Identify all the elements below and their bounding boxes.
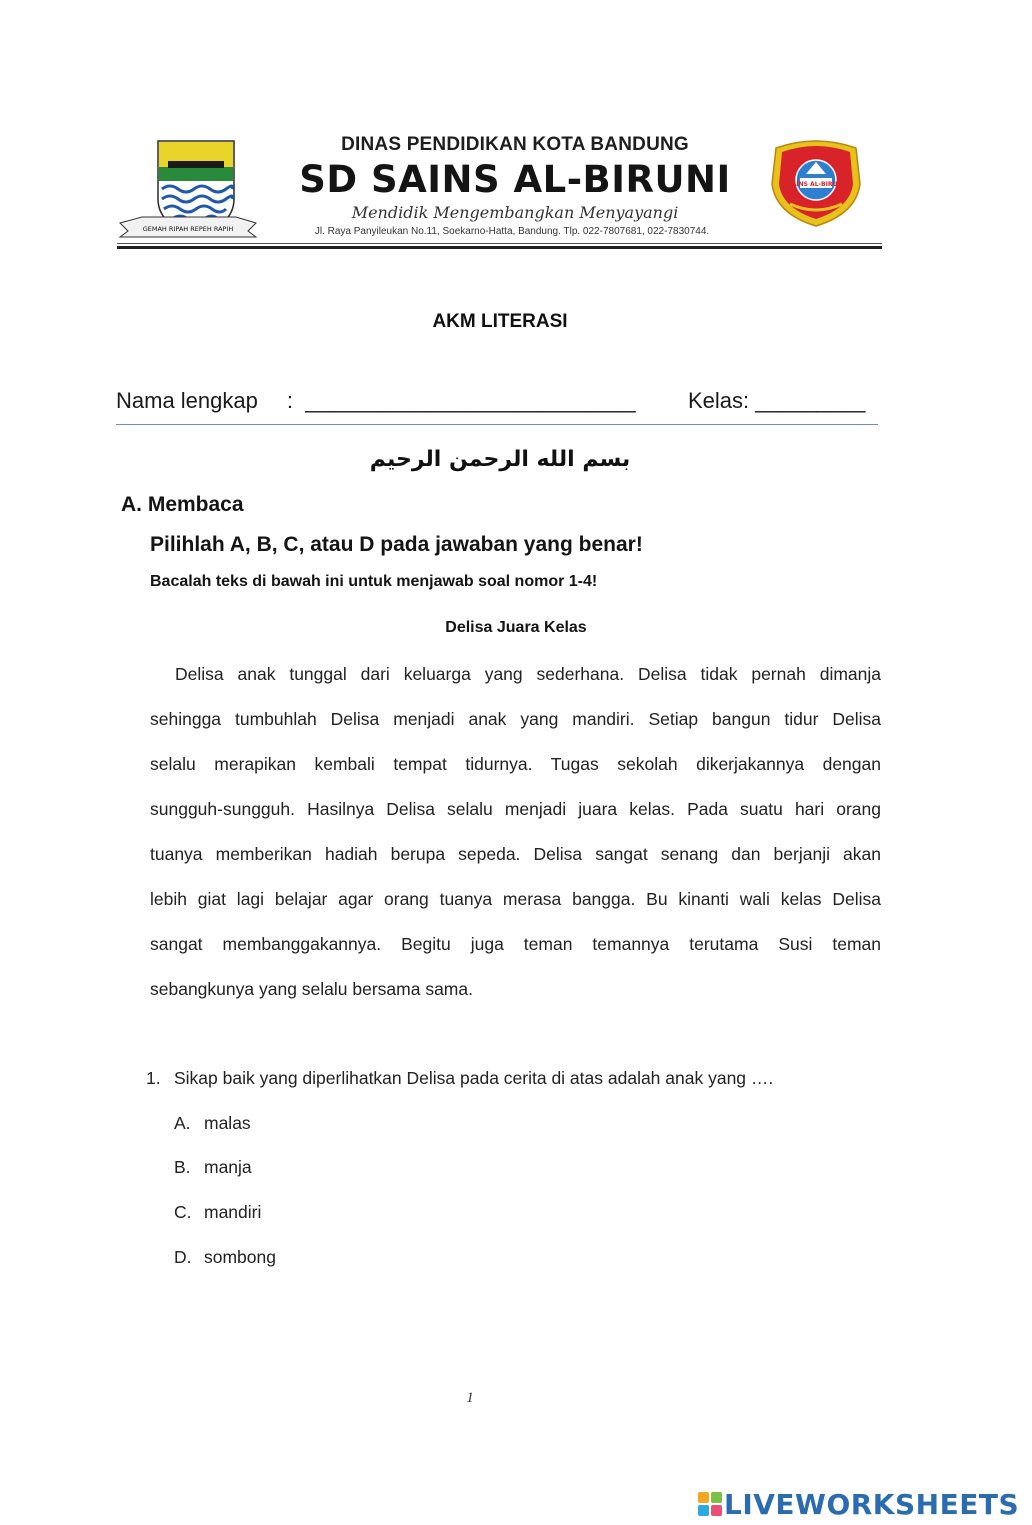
school-name: SD SAINS AL-BIRUNI — [299, 158, 731, 201]
option-text: malas — [204, 1113, 251, 1133]
question-number: 1. — [146, 1068, 161, 1088]
liveworksheets-watermark[interactable]: LIVEWORKSHEETS — [724, 1488, 1020, 1521]
option-text: mandiri — [204, 1202, 262, 1222]
option-letter: B. — [174, 1157, 191, 1177]
passage-line: selalu merapikan kembali tempat tidurnya. Tugas sekolah dikerjakannya dengan — [150, 754, 881, 774]
page-number: 1 — [466, 1390, 474, 1406]
basmalah-text: بسم الله الرحمن الرحيم — [369, 447, 631, 472]
story-title: Delisa Juara Kelas — [445, 619, 587, 636]
sub-instruction-text: Bacalah teks di bawah ini untuk menjawab soal nomor 1-4! — [150, 573, 598, 590]
identity-divider — [116, 424, 878, 425]
question-1 — [146, 1068, 773, 1089]
class-field[interactable]: Kelas: _________ — [688, 388, 866, 413]
option-letter: C. — [174, 1202, 192, 1222]
emblem-motto-text: GEMAH RIPAH REPEH RAPIH — [142, 225, 234, 233]
school-emblem-text: SAINS AL-BIRUNI — [787, 181, 845, 188]
answer-option-d[interactable] — [174, 1247, 276, 1268]
name-label: Nama lengkap — [116, 388, 258, 413]
option-text: sombong — [204, 1247, 276, 1267]
option-letter: D. — [174, 1247, 192, 1267]
worksheet-title: AKM LITERASI — [432, 311, 568, 332]
passage-line: sehingga tumbuhlah Delisa menjadi anak yang mandiri. Setiap bangun tidur Delisa — [150, 709, 881, 729]
liveworksheets-logo-icon — [697, 1491, 723, 1517]
department-name: DINAS PENDIDIKAN KOTA BANDUNG — [341, 134, 689, 155]
answer-option-a[interactable] — [174, 1113, 251, 1134]
answer-option-b[interactable] — [174, 1157, 252, 1178]
question-text: Sikap baik yang diperlihatkan Delisa pada cerita di atas adalah anak yang …. — [174, 1068, 774, 1088]
passage-line: Delisa anak tunggal dari keluarga yang sederhana. Delisa tidak pernah dimanja — [175, 664, 881, 684]
school-address: Jl. Raya Panyileukan No.11, Soekarno-Hatta, Bandung. Tlp. 022-7807681, 022-7830744. — [314, 226, 710, 237]
section-heading: A. Membaca — [121, 493, 244, 516]
name-input-line[interactable]: : ___________________________ — [286, 388, 636, 413]
passage-line: sangat membanggakannya. Begitu juga teman temannya terutama Susi teman — [150, 934, 881, 954]
letterhead-divider-thick — [117, 246, 882, 249]
instruction-text: Pilihlah A, B, C, atau D pada jawaban yang benar! — [150, 533, 643, 556]
bandung-city-emblem-icon — [118, 137, 258, 241]
passage-line: tuanya memberikan hadiah berupa sepeda. Delisa sangat senang dan berjanji akan — [150, 844, 881, 864]
letterhead-divider-thin — [117, 243, 882, 244]
passage-line: lebih giat lagi belajar agar orang tuanya merasa bangga. Bu kinanti wali kelas Delisa — [150, 889, 881, 909]
passage-line: sebangkunya yang selalu bersama sama. — [150, 979, 473, 999]
basmalah-calligraphy — [369, 436, 631, 478]
answer-option-c[interactable] — [174, 1202, 261, 1223]
reading-passage — [150, 660, 881, 1020]
school-emblem-icon — [766, 138, 866, 228]
passage-line: sungguh-sungguh. Hasilnya Delisa selalu menjadi juara kelas. Pada suatu hari orang — [150, 799, 881, 819]
school-motto: Mendidik Mengembangkan Menyayangi — [351, 203, 679, 222]
option-letter: A. — [174, 1113, 191, 1133]
option-text: manja — [204, 1157, 252, 1177]
name-field-row[interactable] — [116, 388, 636, 414]
